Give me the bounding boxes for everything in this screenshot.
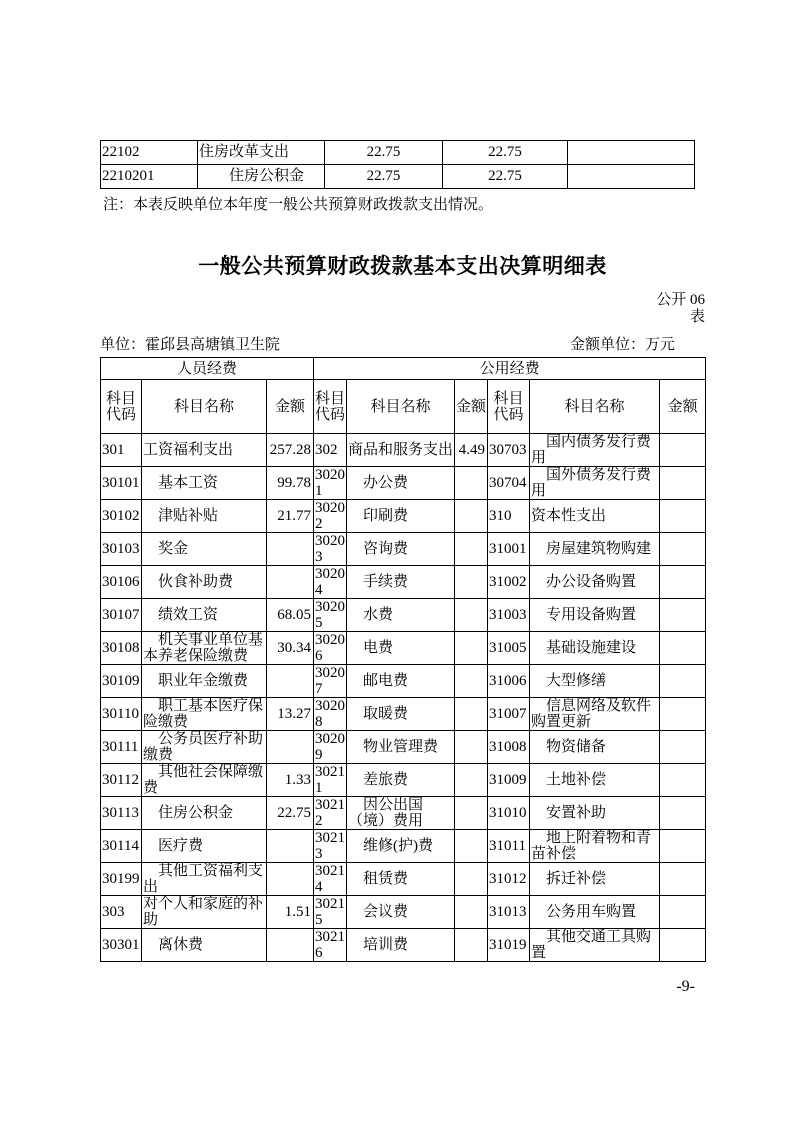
table-row [101,141,695,165]
name-cell: 办公费 [347,467,455,500]
code-cell: 30111 [101,731,142,764]
name-cell: 大型修缮 [530,665,660,698]
code-cell: 30207 [315,665,346,697]
code-cell: 30211 [315,764,346,796]
name-cell: 办公设备购置 [530,566,660,599]
amount-cell [267,566,314,599]
column-header-name: 科目名称 [347,380,455,434]
code-cell: 22102 [101,141,198,165]
amount-cell [455,698,488,731]
name-cell: 信息网络及软件购置更新 [530,698,660,731]
name-cell: 国内债务发行费用 [530,434,660,467]
table-row [101,764,706,797]
name-cell: 其他社会保障缴费 [142,764,267,797]
amount-cell [267,731,314,764]
amount-cell: 4.49 [455,434,488,467]
amount-cell [455,500,488,533]
name-cell: 工资福利支出 [142,434,267,467]
name-cell: 培训费 [347,929,455,962]
code-cell: 30201 [315,467,346,499]
name-cell: 职工基本医疗保险缴费 [142,698,267,731]
code-cell: 30301 [101,929,142,962]
name-cell: 咨询费 [347,533,455,566]
code-cell: 2210201 [101,165,198,189]
code-cell: 30208 [315,698,346,730]
name-cell: 其他交通工具购置 [530,929,660,962]
amount-cell [455,665,488,698]
code-cell: 310 [488,500,530,533]
code-cell: 30108 [101,632,142,665]
name-cell: 住房改革支出 [198,141,325,165]
name-cell: 公务员医疗补助缴费 [142,731,267,764]
amount-cell [455,731,488,764]
name-cell: 奖金 [142,533,267,566]
code-cell: 30107 [101,599,142,632]
amount-cell [660,863,706,896]
table-row [101,467,706,500]
code-cell: 30101 [101,467,142,500]
code-cell: 30214 [315,863,346,895]
amount-cell: 22.75 [443,141,568,165]
amount-unit-label: 金额单位：万元 [569,337,675,353]
amount-cell [660,599,706,632]
name-cell: 维修(护)费 [347,830,455,863]
code-cell: 30106 [101,566,142,599]
code-cell: 30113 [101,797,142,830]
name-cell: 医疗费 [142,830,267,863]
amount-cell: 22.75 [325,141,443,165]
amount-cell [455,797,488,830]
name-cell: 水费 [347,599,455,632]
table-row [101,500,706,533]
name-cell: 房屋建筑物购建 [530,533,660,566]
amount-cell [455,599,488,632]
code-cell: 302 [314,434,347,467]
code-cell: 30110 [101,698,142,731]
amount-cell [660,665,706,698]
code-cell: 30206 [315,632,346,664]
name-cell: 公务用车购置 [530,896,660,929]
page-number: -9- [676,978,695,995]
amount-cell [455,533,488,566]
column-header-amount: 金额 [660,380,706,434]
amount-cell [267,929,314,962]
amount-cell [455,632,488,665]
table-row [101,863,706,896]
name-cell: 职业年金缴费 [142,665,267,698]
code-cell: 31003 [488,599,530,632]
amount-cell [455,764,488,797]
name-cell: 国外债务发行费用 [530,467,660,500]
code-cell: 30199 [101,863,142,896]
amount-cell [660,764,706,797]
column-header-amount: 金额 [267,380,314,434]
amount-cell [267,665,314,698]
amount-cell: 1.33 [267,764,314,797]
amount-cell [455,863,488,896]
column-header-code: 科目代码 [488,380,530,434]
name-cell: 离休费 [142,929,267,962]
name-cell: 取暖费 [347,698,455,731]
code-cell: 30703 [488,434,530,467]
name-cell: 电费 [347,632,455,665]
main-table [100,357,706,962]
name-cell: 对个人和家庭的补助 [142,896,267,929]
name-cell: 物业管理费 [347,731,455,764]
name-cell: 土地补偿 [530,764,660,797]
code-cell: 303 [101,896,142,929]
amount-cell [660,434,706,467]
form-code-line1: 公开 06 [656,292,705,308]
table-row [101,830,706,863]
amount-cell [660,929,706,962]
amount-cell [455,896,488,929]
name-cell: 资本性支出 [530,500,660,533]
amount-cell [660,896,706,929]
amount-cell [660,698,706,731]
code-cell: 31001 [488,533,530,566]
column-header-amount: 金额 [455,380,488,434]
amount-cell: 68.05 [267,599,314,632]
name-cell: 拆迁补偿 [530,863,660,896]
amount-cell [660,830,706,863]
amount-cell [455,929,488,962]
code-cell: 30213 [315,830,346,862]
table-row [101,566,706,599]
code-cell: 30102 [101,500,142,533]
name-cell: 住房公积金 [142,797,267,830]
table-row [101,929,706,962]
form-code-line2: 表 [689,309,705,325]
group-header-row [101,358,706,380]
name-cell: 邮电费 [347,665,455,698]
code-cell: 30114 [101,830,142,863]
amount-cell [660,797,706,830]
blank-cell [568,141,695,165]
code-cell: 30203 [315,533,346,565]
name-cell: 津贴补贴 [142,500,267,533]
amount-cell: 22.75 [325,165,443,189]
table-note: 注：本表反映单位本年度一般公共预算财政拨款支出情况。 [103,197,494,213]
code-cell: 31013 [488,896,530,929]
table-row [101,434,706,467]
amount-cell [267,863,314,896]
name-cell: 手续费 [347,566,455,599]
column-header-code: 科目代码 [314,380,347,434]
code-cell: 30209 [315,731,346,763]
name-cell: 伙食补助费 [142,566,267,599]
unit-line [100,333,705,354]
amount-cell: 99.78 [267,467,314,500]
code-cell: 31008 [488,731,530,764]
name-cell: 商品和服务支出 [347,434,455,467]
unit-name-label: 单位：霍邱县高塘镇卫生院 [100,337,281,353]
table-row [101,632,706,665]
form-code [100,292,705,326]
amount-cell: 13.27 [267,698,314,731]
previous-table-fragment [100,140,695,189]
code-cell: 31009 [488,764,530,797]
table-row [101,165,695,189]
code-cell: 30215 [315,896,346,928]
code-cell: 31010 [488,797,530,830]
table-row [101,731,706,764]
amount-cell [660,500,706,533]
code-cell: 301 [101,434,142,467]
amount-cell: 257.28 [267,434,314,467]
amount-cell [660,467,706,500]
amount-cell: 30.34 [267,632,314,665]
blank-cell [568,165,695,189]
table-row [101,533,706,566]
code-cell: 30205 [315,599,346,631]
amount-cell [660,566,706,599]
group-header-personnel: 人员经费 [101,358,314,380]
name-cell: 安置补助 [530,797,660,830]
code-cell: 30103 [101,533,142,566]
name-cell: 差旅费 [347,764,455,797]
name-cell: 机关事业单位基本养老保险缴费 [142,632,267,665]
code-cell: 30109 [101,665,142,698]
name-cell: 租赁费 [347,863,455,896]
amount-cell [267,533,314,566]
amount-cell: 22.75 [443,165,568,189]
amount-cell [660,731,706,764]
amount-cell [267,830,314,863]
code-cell: 30202 [315,500,346,532]
table-row [101,665,706,698]
name-cell: 地上附着物和青苗补偿 [530,830,660,863]
name-cell: 基本工资 [142,467,267,500]
code-cell: 30216 [315,929,346,961]
amount-cell: 21.77 [267,500,314,533]
code-cell: 31019 [488,929,530,962]
name-cell: 住房公积金 [198,165,325,189]
amount-cell [455,566,488,599]
name-cell: 印刷费 [347,500,455,533]
code-cell: 31006 [488,665,530,698]
amount-cell [660,632,706,665]
table-row [101,896,706,929]
name-cell: 其他工资福利支出 [142,863,267,896]
amount-cell [455,830,488,863]
amount-cell: 22.75 [267,797,314,830]
code-cell: 31002 [488,566,530,599]
table-row [101,797,706,830]
name-cell: 物资储备 [530,731,660,764]
name-cell: 基础设施建设 [530,632,660,665]
name-cell: 绩效工资 [142,599,267,632]
column-header-row [101,380,706,434]
code-cell: 31011 [488,830,530,863]
name-cell: 会议费 [347,896,455,929]
code-cell: 30204 [315,566,346,598]
table-row [101,599,706,632]
group-header-public: 公用经费 [314,358,706,380]
code-cell: 31007 [488,698,530,731]
code-cell: 30704 [488,467,530,500]
amount-cell [660,533,706,566]
amount-cell [455,467,488,500]
name-cell: 因公出国（境）费用 [347,797,455,830]
code-cell: 30212 [315,797,346,829]
code-cell: 31012 [488,863,530,896]
amount-cell: 1.51 [267,896,314,929]
column-header-name: 科目名称 [142,380,267,434]
code-cell: 30112 [101,764,142,797]
name-cell: 专用设备购置 [530,599,660,632]
table-row [101,698,706,731]
code-cell: 31005 [488,632,530,665]
column-header-code: 科目代码 [101,380,142,434]
page-title: 一般公共预算财政拨款基本支出决算明细表 [198,254,607,278]
column-header-name: 科目名称 [530,380,660,434]
